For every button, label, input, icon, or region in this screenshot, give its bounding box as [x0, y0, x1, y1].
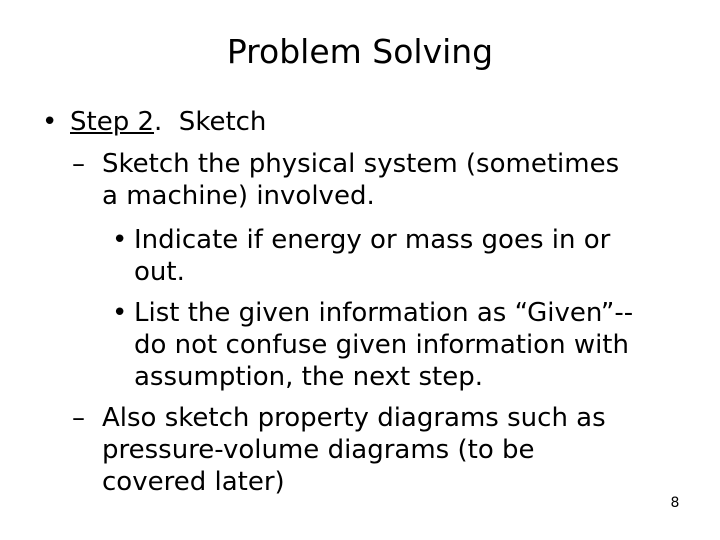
point-given-information-text [134, 297, 682, 393]
text-line: Also sketch property diagrams such as [102, 403, 606, 433]
slide-title: Problem Solving [226, 32, 494, 71]
step-title: . Sketch [154, 107, 267, 137]
text-line: out. [134, 257, 185, 287]
text-line: assumption, the next step. [134, 362, 483, 392]
sub-item-property-diagrams-text [102, 402, 692, 498]
text-line: pressure-volume diagrams (to be [102, 435, 535, 465]
dash-icon: – [72, 149, 85, 179]
text-line: a machine) involved. [102, 181, 375, 211]
sub-item-sketch-system-text [102, 148, 692, 212]
point-energy-mass-text [134, 224, 682, 288]
bullet-icon: • [42, 107, 58, 137]
bullet-icon: • [112, 225, 128, 255]
bullet-icon: • [112, 298, 128, 328]
step-label: Step 2 [70, 107, 155, 137]
text-line: List the given information as “Given”-- [134, 298, 634, 328]
page-number: 8 [670, 495, 680, 511]
bullet-step-2-text [70, 106, 266, 138]
dash-icon: – [72, 403, 85, 433]
text-line: do not confuse given information with [134, 330, 629, 360]
text-line: Sketch the physical system (sometimes [102, 149, 620, 179]
text-line: Indicate if energy or mass goes in or [134, 225, 611, 255]
text-line: covered later) [102, 467, 285, 497]
